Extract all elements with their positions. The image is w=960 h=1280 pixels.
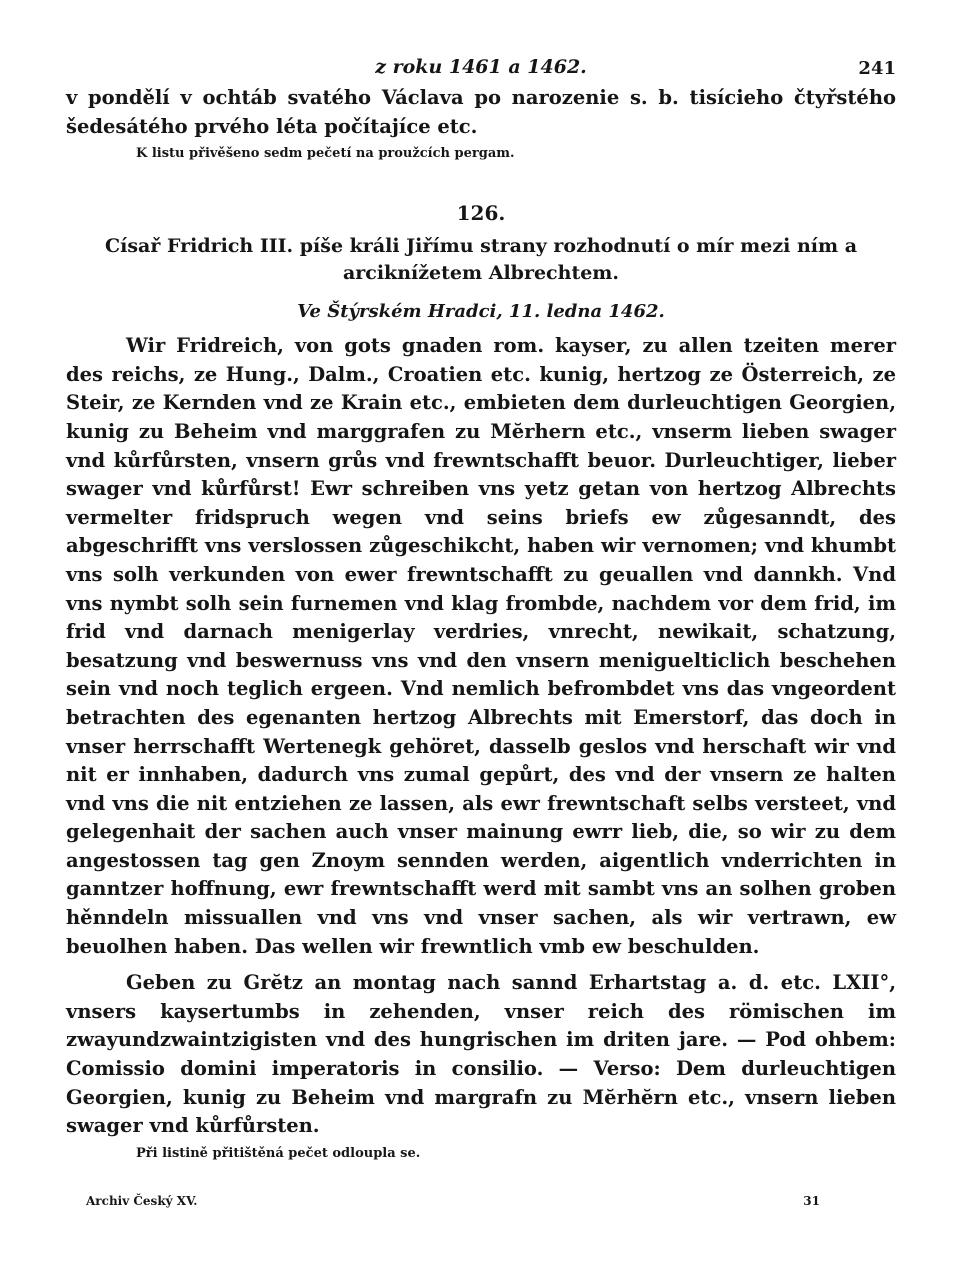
running-head [66,50,896,84]
document-paragraph-2: Geben zu Grĕtz an montag nach sannd Erhartstag a. d. etc. LXII°, vnsers kaysertumbs in zehenden, vnser reich des römischen im zwayundzwaintzigisten vnd des hungrischen im driten jare. — Pod ohbem: Comissio domini imperatoris in consilio. — Verso: Dem durleuchtigen Georgien, kunig zu Beheim vnd margrafn zu Mĕrhĕrn etc., vnsern lieben swager vnd kůrfůrsten. [66,971,896,1138]
footer [86,1194,820,1214]
page [66,50,896,1163]
page-number: 241 [858,58,896,79]
prev-document-text: v pondělí v ochtáb svatého Václava po narozenie s. b. tisícieho čtyřstého šedesátého prvého léta počítajíce etc. [66,86,896,138]
running-title: z roku 1461 a 1462. [375,56,587,78]
footer-source: Archiv Český XV. [86,1194,198,1208]
document-paragraph-1: Wir Fridreich, von gots gnaden rom. kayser, zu allen tzeiten merer des reichs, ze Hung., Dalm., Croatien etc. kunig, hertzog ze Österreich, ze Steir, ze Kernden vnd ze Krain etc., embieten dem durleuchtigen Georgien, kunig zu Beheim vnd marggrafen zu Mĕrhern etc., vnserm lieben swager vnd kůrfůrsten, vnsern grůs vnd frewntschafft beuor. Durleuchtiger, lieber swager vnd kůrfůrst! Ewr schreiben vns yetz getan von hertzog Albrechts vermelter fridspruch wegen vnd seins briefs ew zůgesanndt, des abgeschrifft vns verslossen zůgeschikcht, haben wir vernomen; vnd khumbt vns solh verkunden von ewer frewntschafft zu geuallen vnd dannkh. Vnd vns nymbt solh sein furnemen vnd klag frombde, nachdem vor dem frid, im frid vnd darnach menigerlay verdries, vnrecht, newikait, schatzung, besatzung vnd beswernuss vns vnd den vnsern meniguelticlich beschehen sein vnd noch teglich ergeen. Vnd nemlich befrombdet vns das vngeordent betrachten des egenanten hertzog Albrechts mit Emerstorf, das doch in vnser herrschafft Wertenegk gehöret, dasselb geslos vnd herschaft wir vnd nit er innhaben, dadurch vns zumal gepůrt, des vnd der vnsern ze halten vnd vns die nit entziehen ze lassen, als ewr frewntschaft selbs versteet, vnd gelegenhait der sachen auch vnser mainung ewrr lieb, die, so wir zu dem angestossen tag gen Znoym sennden werden, aigentlich vnderrichten in ganntzer hoffnung, ewr frewntschafft werd mit sambt vns an solhen groben hěnndeln missuallen vnd vns vnd vnser sachen, als wir vertrawn, ew beuolhen haben. Das wellen wir frewntlich vmb ew beschulden. [66,334,896,958]
document-number: 126. [456,201,506,226]
document-note: Při listině přitištěná pečet odloupla se. [136,1145,421,1161]
document-dateline: Ve Štýrském Hradci, 11. ledna 1462. [297,301,665,323]
document-heading: Císař Fridrich III. píše králi Jiřímu strany rozhodnutí o mír mezi ním a arciknížetem Albrechtem. [104,235,858,285]
footer-signature: 31 [803,1194,820,1208]
prev-document-note: K listu přivěšeno sedm pečetí na proužcích pergam. [136,146,515,162]
